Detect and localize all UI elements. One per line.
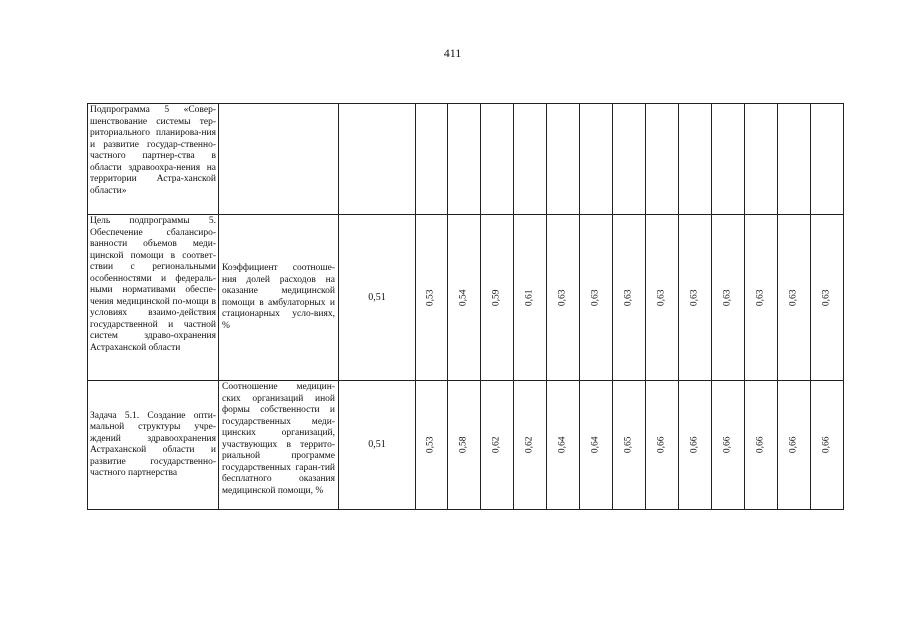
year-value-cell	[778, 381, 811, 510]
year-value: 0,54	[458, 289, 469, 306]
year-value-cell	[514, 381, 547, 510]
year-value: 0,63	[557, 289, 568, 306]
year-value-cell	[778, 104, 811, 215]
year-value: 0,62	[524, 436, 535, 454]
year-value-cell	[712, 104, 745, 215]
year-value: 0,66	[821, 436, 832, 454]
year-value: 0,63	[788, 289, 799, 306]
year-value-cell	[416, 215, 448, 381]
year-value-cell	[416, 104, 448, 215]
program-label-cell: Цель подпрограммы 5. Обеспечение сбалансиро-ванности объемов меди-цинской помощи в соответ-ствии с региональными особенностями и федераль-ными нормативами обеспе-чения медицинской по-мощи в условиях взаимо-действия государственной и частной систем здраво-охранения Астраханской области	[88, 215, 219, 381]
year-value-cell	[613, 104, 646, 215]
year-value: 0,63	[722, 289, 733, 306]
year-value-cell	[811, 381, 844, 510]
program-label-cell: Задача 5.1. Создание опти-мальной структуры учре-ждений здравоохранения Астраханской области и развитие государственно-частного партнерства	[88, 381, 219, 510]
year-value-cell	[547, 104, 580, 215]
year-value: 0,66	[656, 436, 667, 454]
year-value-cell	[416, 381, 448, 510]
program-label-cell: Подпрограмма 5 «Совер-шенствование системы тер-риториального планирова-ния и развитие государ-ственно-частного партнер-ства в области здравоохра-нения на территории Астра-ханской области»	[88, 104, 219, 215]
indicator-cell	[219, 104, 339, 215]
table-row	[88, 381, 844, 510]
year-value: 0,66	[755, 436, 766, 454]
year-value: 0,58	[458, 436, 469, 454]
year-value-cell	[514, 104, 547, 215]
year-value-cell	[679, 381, 712, 510]
year-value: 0,66	[788, 436, 799, 454]
year-value: 0,63	[821, 289, 832, 306]
year-value-cell	[481, 104, 514, 215]
indicators-table	[87, 103, 844, 510]
year-value-cell	[448, 104, 481, 215]
base-value-cell: 0,51	[339, 215, 416, 381]
year-value-cell	[580, 215, 613, 381]
table-row	[88, 104, 844, 215]
year-value: 0,63	[590, 289, 601, 306]
base-value-cell: 0,51	[339, 381, 416, 510]
year-value-cell	[646, 215, 679, 381]
year-value-cell	[580, 104, 613, 215]
year-value: 0,53	[425, 289, 436, 306]
year-value-cell	[778, 215, 811, 381]
year-value-cell	[448, 215, 481, 381]
year-value-cell	[547, 215, 580, 381]
table-row	[88, 215, 844, 381]
year-value-cell	[679, 104, 712, 215]
year-value-cell	[448, 381, 481, 510]
year-value-cell	[712, 381, 745, 510]
year-value-cell	[547, 381, 580, 510]
year-value-cell	[646, 104, 679, 215]
year-value: 0,61	[524, 289, 535, 306]
year-value-cell	[679, 215, 712, 381]
year-value-cell	[481, 381, 514, 510]
year-value: 0,64	[557, 436, 568, 454]
year-value-cell	[481, 215, 514, 381]
year-value: 0,65	[623, 436, 634, 454]
year-value-cell	[745, 215, 778, 381]
year-value-cell	[712, 215, 745, 381]
year-value: 0,63	[755, 289, 766, 306]
year-value-cell	[811, 215, 844, 381]
year-value: 0,59	[491, 289, 502, 306]
year-value-cell	[745, 104, 778, 215]
year-value: 0,62	[491, 436, 502, 454]
year-value-cell	[811, 104, 844, 215]
year-value: 0,63	[656, 289, 667, 306]
page-number: 411	[443, 46, 462, 60]
year-value-cell	[646, 381, 679, 510]
indicator-cell: Коэффициент соотноше-ния долей расходов на оказание медицинской помощи в амбулаторных и стационарных усло-виях, %	[219, 215, 339, 381]
year-value-cell	[613, 215, 646, 381]
year-value-cell	[745, 381, 778, 510]
year-value-cell	[613, 381, 646, 510]
year-value: 0,63	[623, 289, 634, 306]
year-value: 0,53	[425, 436, 436, 454]
year-value: 0,66	[689, 436, 700, 454]
base-value-cell	[339, 104, 416, 215]
year-value: 0,63	[689, 289, 700, 306]
year-value-cell	[514, 215, 547, 381]
year-value: 0,64	[590, 436, 601, 454]
year-value: 0,66	[722, 436, 733, 454]
year-value-cell	[580, 381, 613, 510]
indicator-cell: Соотношение медицин-ских организаций иной формы собственности и государственных меди-цинских организаций, участвующих в террито-риальной программе государственных гаран-тий бесплатного оказания медицинской помощи, %	[219, 381, 339, 510]
